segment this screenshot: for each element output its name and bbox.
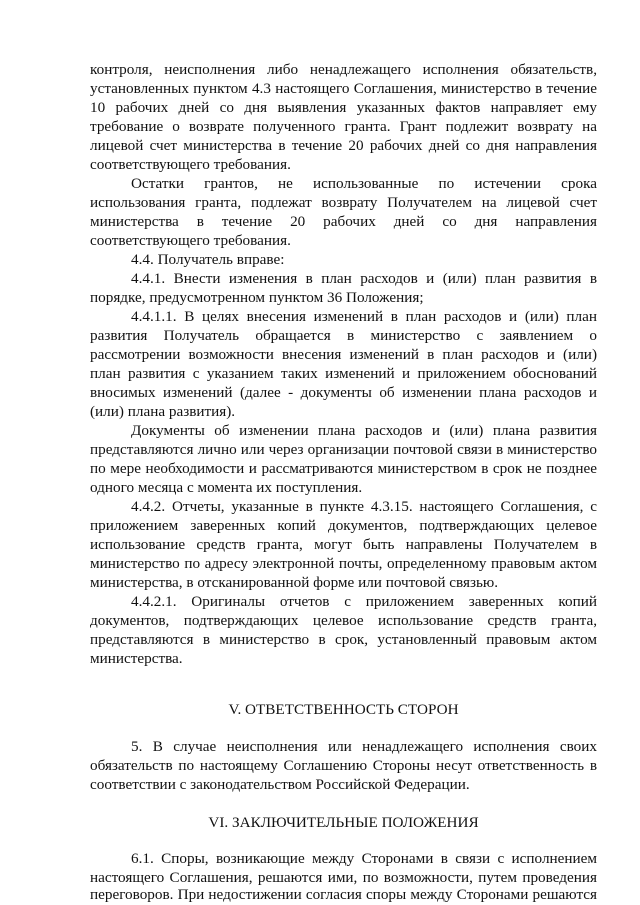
text-line: представляются в министерство в срок, установленный правовым актом	[90, 631, 597, 648]
text-line: документов, подтверждающих целевое использование средств гранта,	[90, 612, 597, 629]
text-line: развития Получатель обращается в министерство с заявлением о	[90, 327, 597, 344]
text-line: министерства.	[90, 650, 183, 667]
text-line: 5. В случае неисполнения или ненадлежащего исполнения своих	[131, 738, 597, 755]
text-line: 10 рабочих дней со дня выявления указанных фактов направляет ему	[90, 99, 597, 116]
section-heading: VI. ЗАКЛЮЧИТЕЛЬНЫЕ ПОЛОЖЕНИЯ	[208, 814, 479, 831]
text-line: соответствующего требования.	[90, 156, 291, 173]
text-line: 4.4.2.1. Оригиналы отчетов с приложением заверенных копий	[131, 593, 597, 610]
text-line: Остатки грантов, не использованные по истечении срока	[131, 175, 597, 192]
text-line: лицевой счет министерства в течение 20 рабочих дней со дня направления	[90, 137, 597, 154]
text-line: (или) плана развития).	[90, 403, 236, 420]
text-line: обязательств по настоящему Соглашению Стороны несут ответственность в	[90, 757, 597, 774]
text-line: 4.4.1.1. В целях внесения изменений в план расходов и (или) план	[131, 308, 597, 325]
text-line: соответствующего требования.	[90, 232, 291, 249]
text-line: порядке, предусмотренном пунктом 36 Положения;	[90, 289, 424, 306]
text-line: требование о возврате полученного гранта. Грант подлежит возврату на	[90, 118, 597, 135]
text-line: рассмотрении возможности внесения изменений в план расходов и (или)	[90, 346, 597, 363]
section-heading: V. ОТВЕТСТВЕННОСТЬ СТОРОН	[228, 701, 459, 718]
text-line: 4.4.1. Внести изменения в план расходов и (или) план развития в	[131, 270, 597, 287]
text-line: настоящего Соглашения, решаются ими, по возможности, путем проведения	[90, 869, 597, 886]
text-line: приложением заверенных копий документов, подтверждающих целевое	[90, 517, 597, 534]
text-line: план развития с указанием таких изменений и приложением обоснований	[90, 365, 597, 382]
text-line: 4.4.2. Отчеты, указанные в пункте 4.3.15. настоящего Соглашения, с	[131, 498, 597, 515]
text-line: представляются лично или через организации почтовой связи в министерство	[90, 441, 597, 458]
text-line: министерство по адресу электронной почты, определенному правовым актом	[90, 555, 597, 572]
text-line: установленных пунктом 4.3 настоящего Соглашения, министерство в течение	[90, 80, 597, 97]
text-line: одного месяца с момента их поступления.	[90, 479, 363, 496]
text-line: использования гранта, подлежат возврату Получателем на лицевой счет	[90, 194, 597, 211]
text-line: министерства, в отсканированной форме или почтовой связью.	[90, 574, 499, 591]
text-line: соответствии с законодательством Российской Федерации.	[90, 776, 470, 793]
text-line: 4.4. Получатель вправе:	[131, 251, 285, 268]
text-line: контроля, неисполнения либо ненадлежащего исполнения обязательств,	[90, 61, 597, 78]
text-line: переговоров. При недостижении согласия споры между Сторонами решаются	[90, 886, 597, 903]
text-line: Документы об изменении плана расходов и (или) плана развития	[131, 422, 597, 439]
text-line: использование средств гранта, могут быть направлены Получателем в	[90, 536, 597, 553]
text-line: 6.1. Споры, возникающие между Сторонами в связи с исполнением	[131, 850, 597, 867]
text-line: министерства в течение 20 рабочих дней со дня направления	[90, 213, 597, 230]
text-line: вносимых изменений (далее - документы об изменении плана расходов и	[90, 384, 597, 401]
text-line: по мере необходимости и рассматриваются министерством в срок не позднее	[90, 460, 597, 477]
